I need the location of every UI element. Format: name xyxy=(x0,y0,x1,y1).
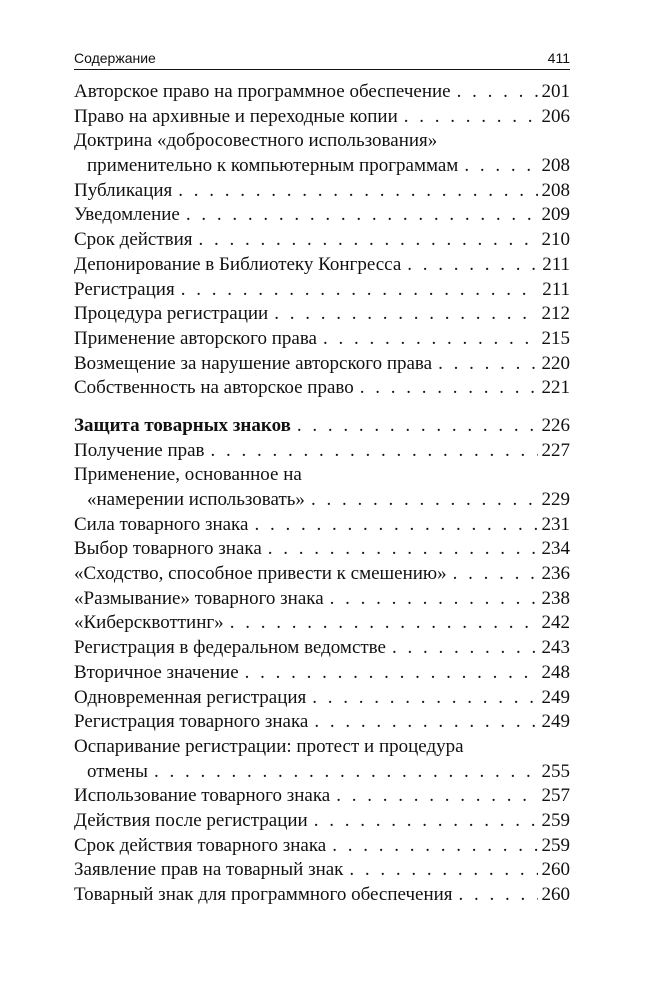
dot-leader xyxy=(199,228,538,253)
toc-entry xyxy=(74,587,570,612)
toc-entry-page: 248 xyxy=(541,661,570,683)
dot-leader xyxy=(178,179,537,204)
toc-entry xyxy=(74,154,570,179)
dot-leader xyxy=(407,253,538,278)
dot-leader xyxy=(154,760,538,785)
toc-entry-title: применительно к компьютерным программам xyxy=(87,155,459,177)
toc-entry-title: Действия после регистрации xyxy=(74,809,308,831)
toc-entry xyxy=(74,327,570,352)
toc-entry-page: 210 xyxy=(541,229,570,251)
toc-entry-page: 211 xyxy=(542,253,570,275)
toc-entry xyxy=(74,352,570,377)
dot-leader xyxy=(314,809,538,834)
toc-entry-title: Право на архивные и переходные копии xyxy=(74,105,398,127)
toc-entry-title: Собственность на авторское право xyxy=(74,377,354,399)
toc-entry xyxy=(74,537,570,562)
toc-entry-page: 220 xyxy=(541,352,570,374)
toc-entry-title: Применение, основанное на xyxy=(74,464,302,486)
dot-leader xyxy=(336,784,537,809)
toc-entry xyxy=(74,735,570,760)
toc-group-trademarks xyxy=(74,414,570,908)
toc-entry xyxy=(74,414,570,439)
toc-entry xyxy=(74,710,570,735)
toc-entry-page: 209 xyxy=(541,204,570,226)
toc-entry-title: «Сходство, способное привести к смешению» xyxy=(74,563,447,585)
toc-entry xyxy=(74,179,570,204)
toc-entry-title: Процедура регистрации xyxy=(74,303,269,325)
toc-entry-page: 234 xyxy=(541,538,570,560)
toc-entry-page: 215 xyxy=(541,327,570,349)
toc-entry xyxy=(74,463,570,488)
toc-entry-title: Заявление прав на товарный знак xyxy=(74,859,344,881)
toc-entry-page: 229 xyxy=(541,489,570,510)
toc-entry xyxy=(74,228,570,253)
toc-entry xyxy=(74,611,570,636)
toc-entry-page: 226 xyxy=(541,414,570,436)
toc-entry-page: 242 xyxy=(541,612,570,634)
dot-leader xyxy=(392,636,538,661)
dot-leader xyxy=(349,858,537,883)
dot-leader xyxy=(464,154,537,179)
section-title: Содержание xyxy=(74,50,156,66)
toc-entry xyxy=(74,760,570,785)
dot-leader xyxy=(311,488,538,513)
dot-leader xyxy=(245,661,538,686)
toc-entry xyxy=(74,883,570,908)
dot-leader xyxy=(404,105,538,130)
toc-entry xyxy=(74,784,570,809)
toc-entry xyxy=(74,636,570,661)
toc-entry xyxy=(74,686,570,711)
toc-entry-page: 208 xyxy=(541,155,570,177)
toc-entry-page: 249 xyxy=(541,686,570,708)
toc-entry-page: 260 xyxy=(541,859,570,881)
dot-leader xyxy=(230,611,538,636)
toc-entry-page: 249 xyxy=(541,711,570,733)
dot-leader xyxy=(459,883,538,908)
toc-entry-title: Уведомление xyxy=(74,204,180,226)
toc-entry xyxy=(74,203,570,228)
toc-entry-title: Регистрация xyxy=(74,278,175,300)
toc-entry xyxy=(74,278,570,303)
dot-leader xyxy=(186,203,538,228)
toc-entry-page: 227 xyxy=(541,439,570,461)
toc-entry xyxy=(74,439,570,464)
toc-entry-title: Применение авторского права xyxy=(74,327,317,349)
toc-entry-title: Срок действия xyxy=(74,229,193,251)
toc-entry-page: 260 xyxy=(541,884,570,905)
toc-entry xyxy=(74,376,570,401)
dot-leader xyxy=(312,686,537,711)
dot-leader xyxy=(211,439,538,464)
toc-entry-page: 206 xyxy=(541,105,570,127)
toc-entry xyxy=(74,809,570,834)
toc-entry xyxy=(74,513,570,538)
toc-entry-title: Вторичное значение xyxy=(74,661,239,683)
running-head xyxy=(74,42,570,66)
toc-entry-page: 255 xyxy=(541,760,570,782)
toc-entry-title: «намерении использовать» xyxy=(87,489,305,510)
toc-entry-title: Авторское право на программное обеспечение xyxy=(74,81,451,102)
toc-entry-title: отмены xyxy=(87,760,148,782)
toc-entry-title: Получение прав xyxy=(74,439,205,461)
dot-leader xyxy=(314,710,537,735)
toc-entry-page: 238 xyxy=(541,587,570,609)
dot-leader xyxy=(181,278,539,303)
toc-entry-title: Защита товарных знаков xyxy=(74,414,291,436)
toc-entry xyxy=(74,488,570,513)
toc-entry-title: Оспаривание регистрации: протест и процедура xyxy=(74,735,464,757)
toc-entry-page: 257 xyxy=(541,785,570,807)
toc-entry-page: 208 xyxy=(541,179,570,201)
toc-entry-title: «Размывание» товарного знака xyxy=(74,587,324,609)
toc-entry-page: 236 xyxy=(541,563,570,585)
dot-leader xyxy=(457,80,538,105)
toc-entry-page: 221 xyxy=(541,377,570,399)
dot-leader xyxy=(453,562,538,587)
toc-entry xyxy=(74,302,570,327)
toc-entry-page: 231 xyxy=(541,513,570,535)
toc-entry-title: Депонирование в Библиотеку Конгресса xyxy=(74,253,402,275)
header-rule xyxy=(74,69,570,70)
dot-leader xyxy=(330,587,538,612)
toc-entry xyxy=(74,253,570,278)
toc-entry-page: 201 xyxy=(541,81,570,102)
dot-leader xyxy=(438,352,537,377)
toc-entry-title: Регистрация товарного знака xyxy=(74,711,309,733)
toc-entry-title: Регистрация в федеральном ведомстве xyxy=(74,637,386,659)
toc-entry xyxy=(74,661,570,686)
dot-leader xyxy=(297,414,538,439)
toc-entry-title: «Киберсквоттинг» xyxy=(74,612,224,634)
dot-leader xyxy=(323,327,538,352)
dot-leader xyxy=(360,376,538,401)
dot-leader xyxy=(332,834,537,859)
dot-leader xyxy=(268,537,538,562)
toc-entry-title: Товарный знак для программного обеспечения xyxy=(74,884,453,905)
toc-entry-page: 211 xyxy=(542,278,570,300)
toc-entry-title: Срок действия товарного знака xyxy=(74,834,327,856)
table-of-contents xyxy=(74,80,570,908)
toc-entry-title: Сила товарного знака xyxy=(74,513,249,535)
toc-group-copyright xyxy=(74,80,570,401)
toc-entry xyxy=(74,105,570,130)
toc-entry-title: Использование товарного знака xyxy=(74,785,331,807)
toc-entry xyxy=(74,129,570,154)
toc-entry-title: Доктрина «добросовестного использования» xyxy=(74,130,438,152)
dot-leader xyxy=(254,513,537,538)
toc-entry-page: 243 xyxy=(541,637,570,659)
toc-entry-title: Одновременная регистрация xyxy=(74,686,307,708)
toc-entry xyxy=(74,80,570,105)
toc-entry-title: Выбор товарного знака xyxy=(74,538,262,560)
toc-entry xyxy=(74,562,570,587)
toc-entry xyxy=(74,858,570,883)
group-spacer xyxy=(74,401,570,414)
toc-entry xyxy=(74,834,570,859)
toc-entry-title: Возмещение за нарушение авторского права xyxy=(74,352,433,374)
page-number: 411 xyxy=(547,50,570,66)
toc-entry-page: 259 xyxy=(541,809,570,831)
toc-entry-page: 212 xyxy=(541,303,570,325)
dot-leader xyxy=(274,302,537,327)
toc-entry-title: Публикация xyxy=(74,179,173,201)
toc-entry-page: 259 xyxy=(541,834,570,856)
